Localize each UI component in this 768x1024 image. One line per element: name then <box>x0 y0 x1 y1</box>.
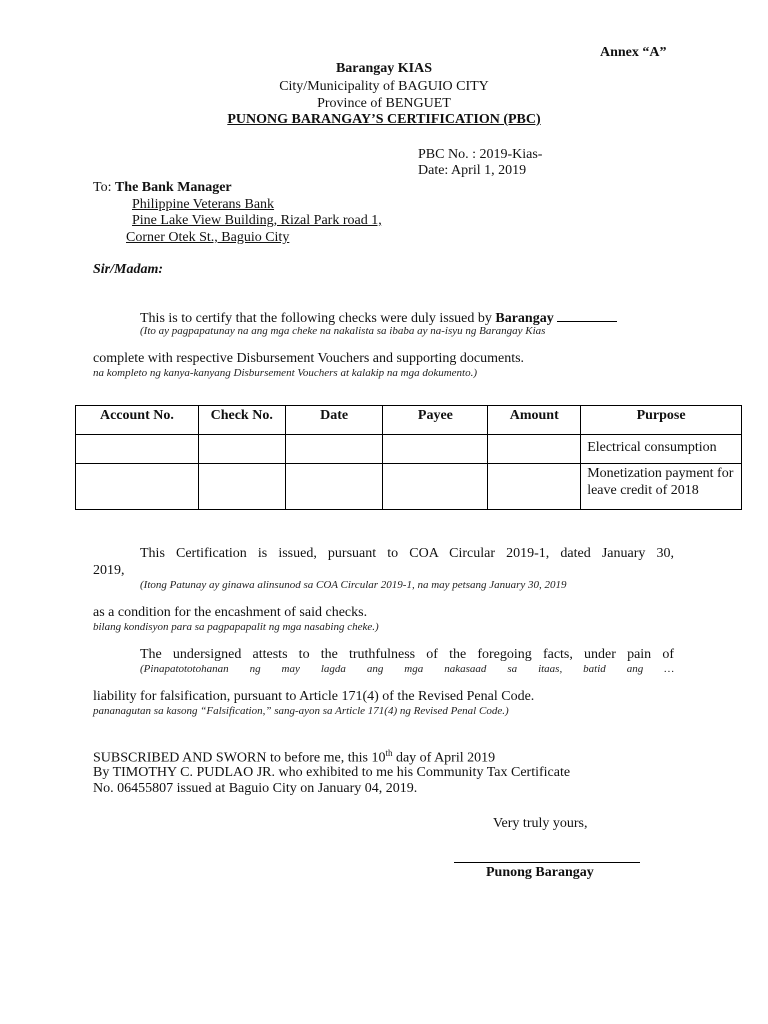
table-cell <box>76 464 199 510</box>
table-row <box>76 464 742 510</box>
city-name: City/Municipality of BAGUIO CITY <box>279 79 489 94</box>
annex-label: Annex “A” <box>600 45 667 60</box>
certification-tagalog: (Itong Patunay ay ginawa alinsunod sa COA Circular 2019-1, na may petsang January 30, 2019 <box>140 579 567 591</box>
table-cell <box>488 464 581 510</box>
table-cell <box>76 435 199 464</box>
document-title: PUNONG BARANGAY’S CERTIFICATION (PBC) <box>227 112 541 127</box>
table-cell <box>285 464 383 510</box>
closing: Very truly yours, <box>493 816 588 831</box>
table-cell <box>285 435 383 464</box>
certify-bold: Barangay <box>495 311 554 326</box>
table-cell <box>383 464 488 510</box>
addressee-line-2: Pine Lake View Building, Rizal Park road 1, <box>132 213 382 228</box>
addressee-name: The Bank Manager <box>114 180 232 195</box>
addressee-block <box>93 180 232 196</box>
col-payee: Payee <box>383 406 488 435</box>
barangay-name: Barangay KIAS <box>335 61 433 76</box>
certification-line-3: as a condition for the encashment of said checks. <box>93 605 368 620</box>
checks-table <box>75 405 742 510</box>
to-label: To: <box>93 180 112 195</box>
signature-line <box>454 862 640 863</box>
certification-tagalog-2: bilang kondisyon para sa pagpapapalit ng mga nasabing cheke.) <box>93 621 379 633</box>
certification-line-2: 2019, <box>93 563 125 578</box>
col-date: Date <box>285 406 383 435</box>
attestation-line-1: The undersigned attests to the truthfulness of the foregoing facts, under pain of <box>140 647 674 662</box>
province-name: Province of BENGUET <box>317 96 451 111</box>
table-cell <box>198 464 285 510</box>
col-purpose: Purpose <box>581 406 742 435</box>
table-cell <box>383 435 488 464</box>
barangay-blank-line <box>557 309 617 322</box>
salutation: Sir/Madam: <box>93 262 164 277</box>
complete-tagalog: na kompleto ng kanya-kanyang Disbursement Vouchers at kalakip na mga dokumento.) <box>93 367 478 379</box>
col-account-no: Account No. <box>76 406 199 435</box>
col-amount: Amount <box>488 406 581 435</box>
table-row <box>76 435 742 464</box>
ordinal-suffix: th <box>385 748 393 758</box>
addressee-line-3: Corner Otek St., Baguio City <box>126 230 290 245</box>
certify-text: This is to certify that the following checks were duly issued by <box>140 311 496 326</box>
oath-line-2: By TIMOTHY C. PUDLAO JR. who exhibited to me his Community Tax Certificate <box>93 765 571 780</box>
pbc-number: PBC No. : 2019-Kias- <box>418 147 543 162</box>
col-check-no: Check No. <box>198 406 285 435</box>
document-date: Date: April 1, 2019 <box>418 163 527 178</box>
table-cell <box>488 435 581 464</box>
oath-line-1 <box>93 748 495 767</box>
attestation-tagalog: (Pinapatototohanan ng may lagda ang mga nakasaad sa itaas, batid ang … <box>140 663 674 675</box>
table-cell: Monetization payment for leave credit of 2018 <box>581 464 742 510</box>
attestation-tagalog-2: pananagutan sa kasong “Falsification,” sang-ayon sa Article 171(4) ng Revised Penal Code.) <box>93 705 509 717</box>
addressee-line-1: Philippine Veterans Bank <box>132 197 275 212</box>
oath-text: SUBSCRIBED AND SWORN to before me, this 10 <box>93 750 386 766</box>
signatory-title: Punong Barangay <box>486 865 594 880</box>
table-cell: Electrical consumption <box>581 435 742 464</box>
table-header-row <box>76 406 742 435</box>
table-cell <box>198 435 285 464</box>
oath-line-3: No. 06455807 issued at Baguio City on January 04, 2019. <box>93 781 418 796</box>
attestation-line-2: liability for falsification, pursuant to Article 171(4) of the Revised Penal Code. <box>93 689 535 704</box>
complete-text: complete with respective Disbursement Vouchers and supporting documents. <box>93 351 525 366</box>
oath-date: day of April 2019 <box>392 750 496 766</box>
certification-line-1: This Certification is issued, pursuant to COA Circular 2019-1, dated January 30, <box>140 546 674 561</box>
certify-tagalog: (Ito ay pagpapatunay na ang mga cheke na nakalista sa ibaba ay na-isyu ng Barangay Kias <box>140 325 546 337</box>
